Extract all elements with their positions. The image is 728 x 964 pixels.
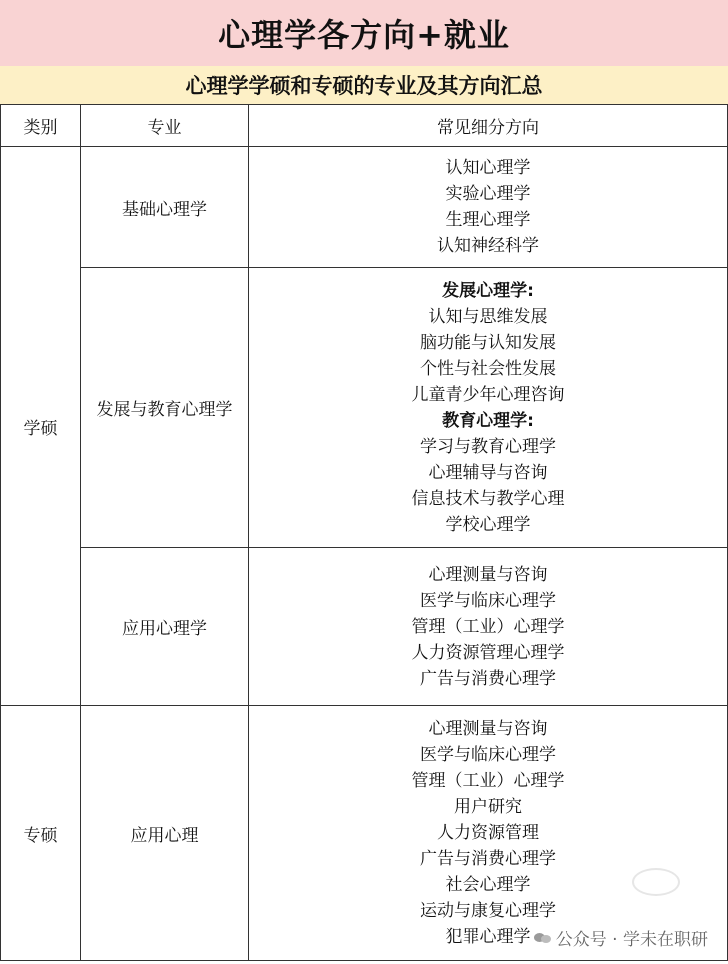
direction-item: 认知神经科学 <box>437 236 539 256</box>
direction-item: 医学与临床心理学 <box>420 745 556 765</box>
directions-cell <box>249 147 728 268</box>
direction-item: 发展心理学: <box>442 280 534 301</box>
direction-item: 犯罪心理学 <box>445 927 531 947</box>
direction-item: 个性与社会性发展 <box>420 358 556 379</box>
majors-table <box>0 104 728 961</box>
major-cell: 应用心理学 <box>81 548 249 706</box>
direction-item: 信息技术与教学心理 <box>411 488 565 509</box>
wechat-icon <box>534 931 552 945</box>
directions-list <box>249 716 727 950</box>
faint-stamp-mark <box>632 868 680 896</box>
direction-item: 教育心理学: <box>442 410 534 431</box>
directions-cell <box>249 268 728 548</box>
direction-item: 心理测量与咨询 <box>428 564 548 585</box>
table-row <box>1 268 728 548</box>
table-row <box>1 147 728 268</box>
directions-cell <box>249 706 728 961</box>
direction-item: 运动与康复心理学 <box>420 901 556 921</box>
direction-item: 管理（工业）心理学 <box>411 616 565 637</box>
direction-item: 学习与教育心理学 <box>420 436 556 457</box>
directions-list <box>249 155 727 259</box>
header-directions: 常见细分方向 <box>249 105 728 147</box>
direction-item: 用户研究 <box>454 797 522 817</box>
direction-item: 学校心理学 <box>445 514 531 535</box>
direction-item: 儿童青少年心理咨询 <box>411 384 565 405</box>
directions-list <box>249 278 727 538</box>
direction-item: 人力资源管理心理学 <box>411 642 565 663</box>
watermark <box>534 925 708 950</box>
direction-item: 认知心理学 <box>445 158 531 178</box>
header-major: 专业 <box>81 105 249 147</box>
direction-item: 广告与消费心理学 <box>420 849 556 869</box>
direction-item: 医学与临床心理学 <box>420 590 556 611</box>
direction-item: 实验心理学 <box>445 184 531 204</box>
page-title: 心理学各方向+就业 <box>0 0 728 66</box>
major-cell: 基础心理学 <box>81 147 249 268</box>
direction-item: 心理测量与咨询 <box>428 719 548 739</box>
category-cell-academic: 学硕 <box>1 147 81 706</box>
category-cell-professional: 专硕 <box>1 706 81 961</box>
major-cell: 应用心理 <box>81 706 249 961</box>
table-row <box>1 548 728 706</box>
header-category: 类别 <box>1 105 81 147</box>
table-header-row <box>1 105 728 147</box>
watermark-text: 公众号 · 学未在职研 <box>555 930 708 950</box>
page-subtitle: 心理学学硕和专硕的专业及其方向汇总 <box>0 66 728 104</box>
direction-item: 生理心理学 <box>445 210 531 230</box>
table-row <box>1 706 728 961</box>
direction-item: 脑功能与认知发展 <box>420 332 556 353</box>
direction-item: 社会心理学 <box>445 875 531 895</box>
direction-item: 人力资源管理 <box>437 823 539 843</box>
direction-item: 管理（工业）心理学 <box>411 771 565 791</box>
direction-item: 心理辅导与咨询 <box>428 462 548 483</box>
directions-cell <box>249 548 728 706</box>
directions-list <box>249 562 727 692</box>
direction-item: 认知与思维发展 <box>428 306 548 327</box>
direction-item: 广告与消费心理学 <box>420 668 556 689</box>
major-cell: 发展与教育心理学 <box>81 268 249 548</box>
